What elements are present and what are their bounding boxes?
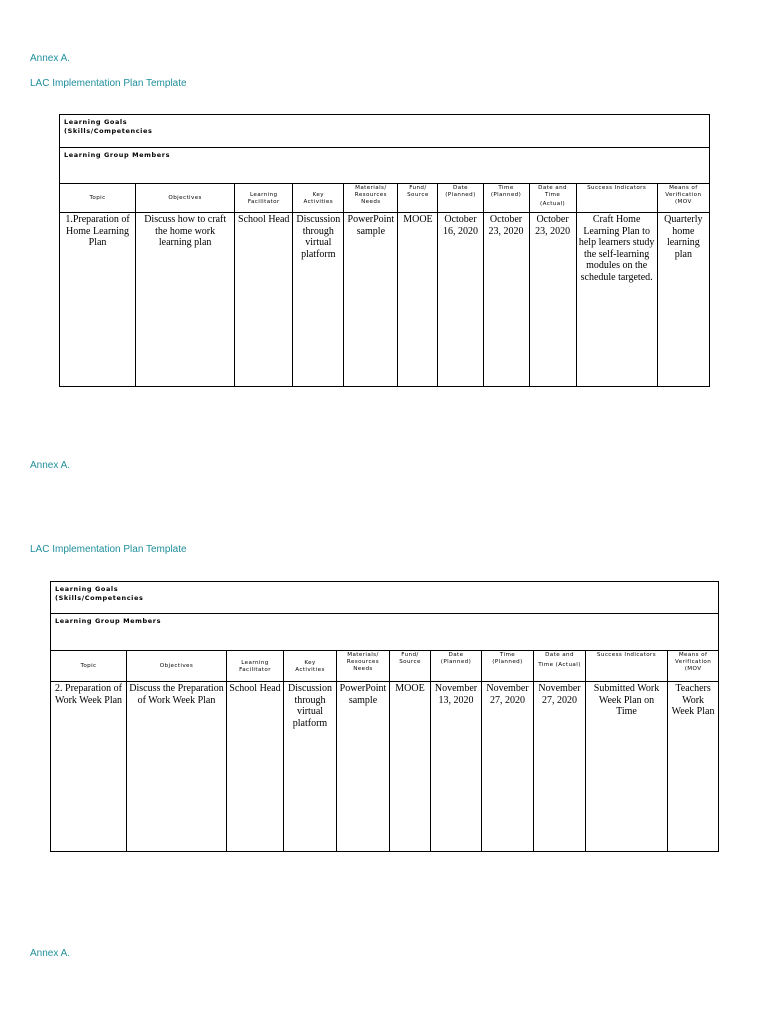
cell-fund: MOOE <box>398 213 438 387</box>
template-title-1: LAC Implementation Plan Template <box>30 78 187 89</box>
cell-materials: PowerPoint sample <box>337 682 390 852</box>
header-objectives: Objectives <box>127 651 227 682</box>
cell-mov: Quarterly home learning plan <box>657 213 709 387</box>
cell-facilitator: School Head <box>235 213 293 387</box>
cell-success-indicators: Submitted Work Week Plan on Time <box>586 682 668 852</box>
cell-key-activities: Discussion through virtual platform <box>293 213 344 387</box>
cell-date-planned: October 16, 2020 <box>438 213 483 387</box>
header-materials: Materials/ Resources Needs <box>337 651 390 682</box>
cell-success-indicators: Craft Home Learning Plan to help learners study the self-learning modules on the schedule targeted. <box>576 213 657 387</box>
header-fund-source: Fund/ Source <box>398 184 438 213</box>
cell-objectives: Discuss how to craft the home work learning plan <box>136 213 235 387</box>
cell-fund: MOOE <box>390 682 431 852</box>
header-means-of-verification: Means of Verification (MOV <box>657 184 709 213</box>
learning-group-members-label: Learning Group Members <box>64 151 171 159</box>
learning-goals-label: Learning Goals <box>55 585 119 593</box>
header-time-planned: Time (Planned) <box>483 184 529 213</box>
learning-group-members-cell <box>60 148 710 184</box>
header-topic: Topic <box>60 184 136 213</box>
header-success-indicators: Success Indicators <box>586 651 668 682</box>
header-key-activities: Key Activities <box>293 184 344 213</box>
learning-goals-label: Learning Goals <box>64 118 128 126</box>
cell-time-planned: November 27, 2020 <box>482 682 534 852</box>
learning-goals-cell <box>51 582 719 614</box>
header-means-of-verification: Means of Verification (MOV <box>668 651 719 682</box>
cell-facilitator: School Head <box>227 682 284 852</box>
cell-date-planned: November 13, 2020 <box>431 682 482 852</box>
learning-group-members-label: Learning Group Members <box>55 617 162 625</box>
header-success-indicators: Success Indicators <box>576 184 657 213</box>
implementation-plan-table-2 <box>50 581 719 852</box>
header-date-time-actual: Date and Time (Actual) <box>534 651 586 682</box>
table-header-row <box>60 184 710 213</box>
header-materials: Materials/ Resources Needs <box>344 184 398 213</box>
cell-topic: 1.Preparation of Home Learning Plan <box>60 213 136 387</box>
table-row <box>60 213 710 387</box>
header-date-planned: Date (Planned) <box>438 184 483 213</box>
header-learning-facilitator: Learning Facilitator <box>235 184 293 213</box>
header-topic: Topic <box>51 651 127 682</box>
cell-key-activities: Discussion through virtual platform <box>284 682 337 852</box>
table-header-row <box>51 651 719 682</box>
annex-label-1: Annex A. <box>30 53 71 64</box>
header-learning-facilitator: Learning Facilitator <box>227 651 284 682</box>
cell-materials: PowerPoint sample <box>344 213 398 387</box>
cell-mov: Teachers Work Week Plan <box>668 682 719 852</box>
header-key-activities: Key Activities <box>284 651 337 682</box>
template-title-2: LAC Implementation Plan Template <box>30 544 187 555</box>
cell-objectives: Discuss the Preparation of Work Week Plan <box>127 682 227 852</box>
implementation-plan-table-1 <box>59 114 710 387</box>
header-date-planned: Date (Planned) <box>431 651 482 682</box>
table-row <box>51 682 719 852</box>
learning-goals-cell <box>60 115 710 148</box>
skills-competencies-label: (Skills/Competencies <box>64 127 153 135</box>
header-date-time-actual: Date and Time (Actual) <box>529 184 576 213</box>
cell-date-actual: November 27, 2020 <box>534 682 586 852</box>
skills-competencies-label: (Skills/Competencies <box>55 594 144 602</box>
learning-group-members-cell <box>51 614 719 651</box>
header-fund-source: Fund/ Source <box>390 651 431 682</box>
header-objectives: Objectives <box>136 184 235 213</box>
annex-label-2: Annex A. <box>30 460 71 471</box>
cell-time-planned: October 23, 2020 <box>483 213 529 387</box>
annex-label-3: Annex A. <box>30 948 71 959</box>
cell-topic: 2. Preparation of Work Week Plan <box>51 682 127 852</box>
cell-date-actual: October 23, 2020 <box>529 213 576 387</box>
header-time-planned: Time (Planned) <box>482 651 534 682</box>
